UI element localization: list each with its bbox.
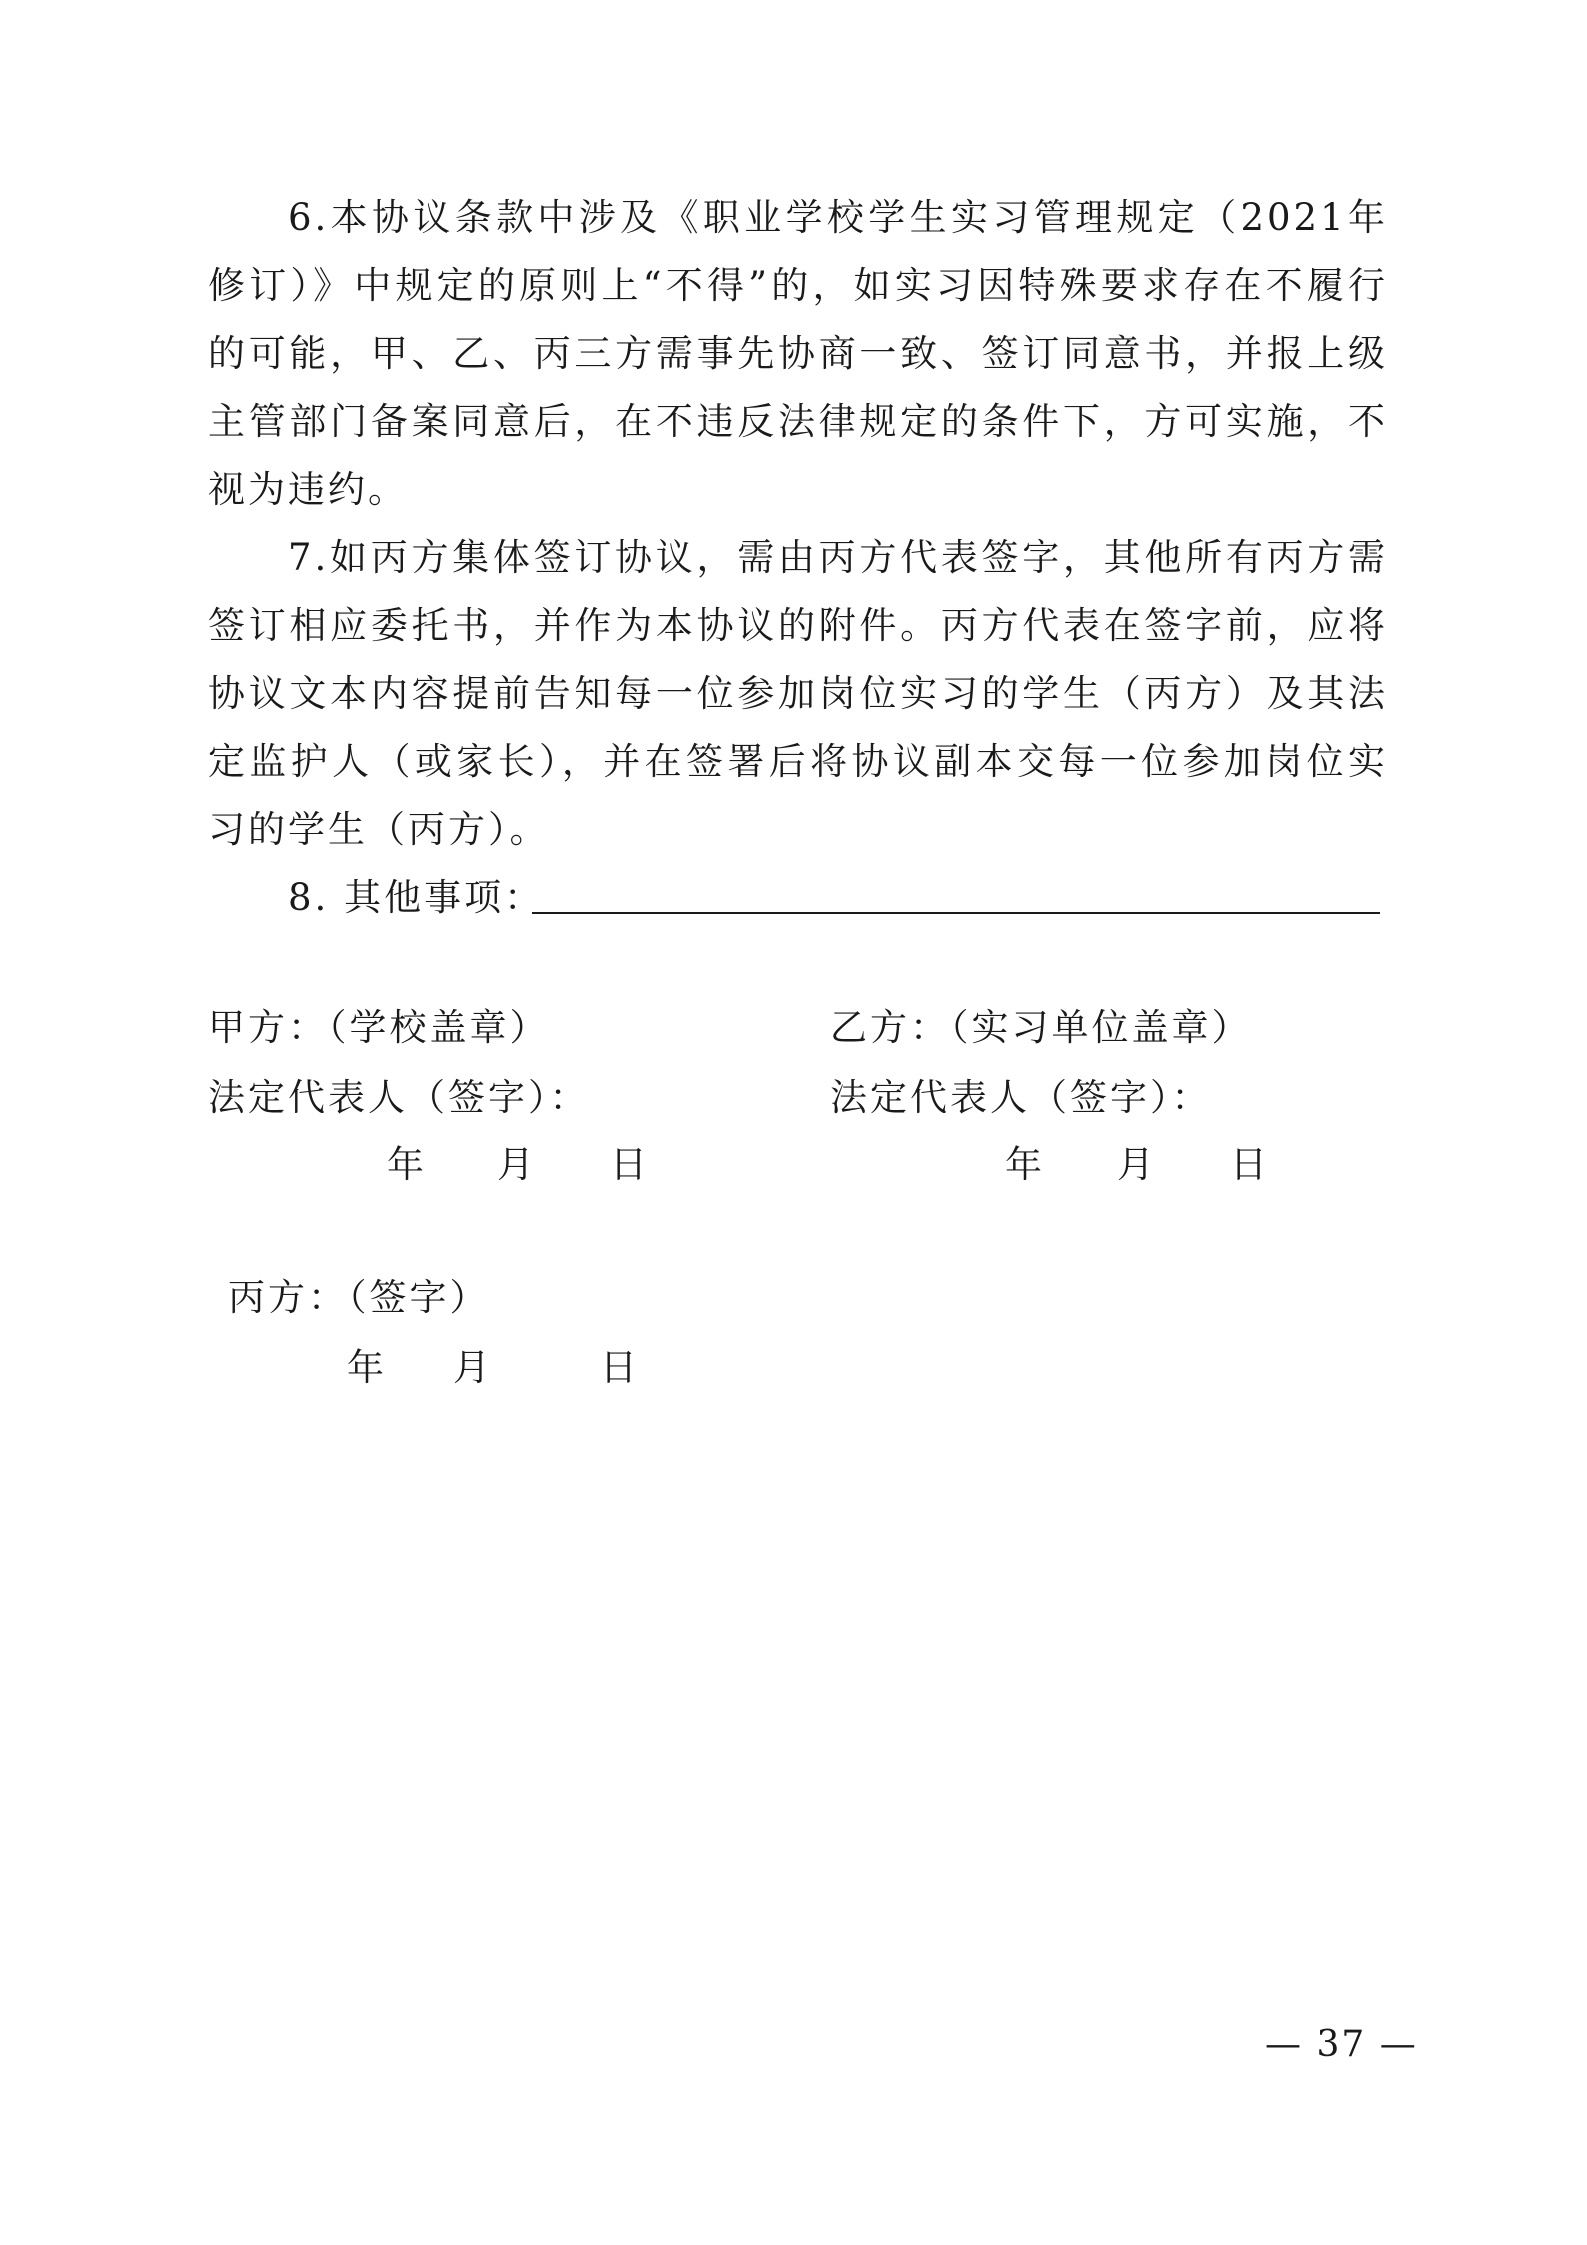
party-b-representative-label: 法定代表人（签字）：: [830, 1076, 1212, 1119]
party-c-date-month: 月: [453, 1346, 490, 1389]
party-b-date-month: 月: [1117, 1143, 1154, 1186]
party-a-date-year: 年: [387, 1143, 424, 1186]
party-a-date-day: 日: [610, 1143, 647, 1186]
clause-6-paragraph: 6.本协议条款中涉及《职业学校学生实习管理规定（2021年修订）》中规定的原则上“不得”的，如实习因特殊要求存在不履行的可能，甲、乙、丙三方需事先协商一致、签订同意书，并报上级主管部门备案同意后，在不违反法律规定的条件下，方可实施，不视为违约。: [208, 196, 1388, 511]
party-a-representative-label: 法定代表人（签字）：: [208, 1076, 590, 1119]
other-matters-fill-line: [532, 912, 1380, 914]
party-b-date-year: 年: [1005, 1143, 1042, 1186]
party-c-label: 丙方：（签字）: [228, 1276, 490, 1319]
party-a-label: 甲方：（学校盖章）: [208, 1006, 550, 1049]
clause-8-label: 8. 其他事项：: [288, 876, 545, 919]
party-c-date-day: 日: [600, 1346, 637, 1389]
party-b-label: 乙方：（实习单位盖章）: [830, 1006, 1252, 1049]
clause-7-paragraph: 7.如丙方集体签订协议，需由丙方代表签字，其他所有丙方需签订相应委托书，并作为本协议的附件。丙方代表在签字前，应将协议文本内容提前告知每一位参加岗位实习的学生（丙方）及其法定监护人（或家长），并在签署后将协议副本交每一位参加岗位实习的学生（丙方）。: [208, 536, 1388, 851]
page-number: — 37 —: [1265, 2024, 1418, 2065]
party-c-date-year: 年: [347, 1346, 384, 1389]
party-b-date-day: 日: [1230, 1143, 1267, 1186]
party-a-date-month: 月: [497, 1143, 534, 1186]
